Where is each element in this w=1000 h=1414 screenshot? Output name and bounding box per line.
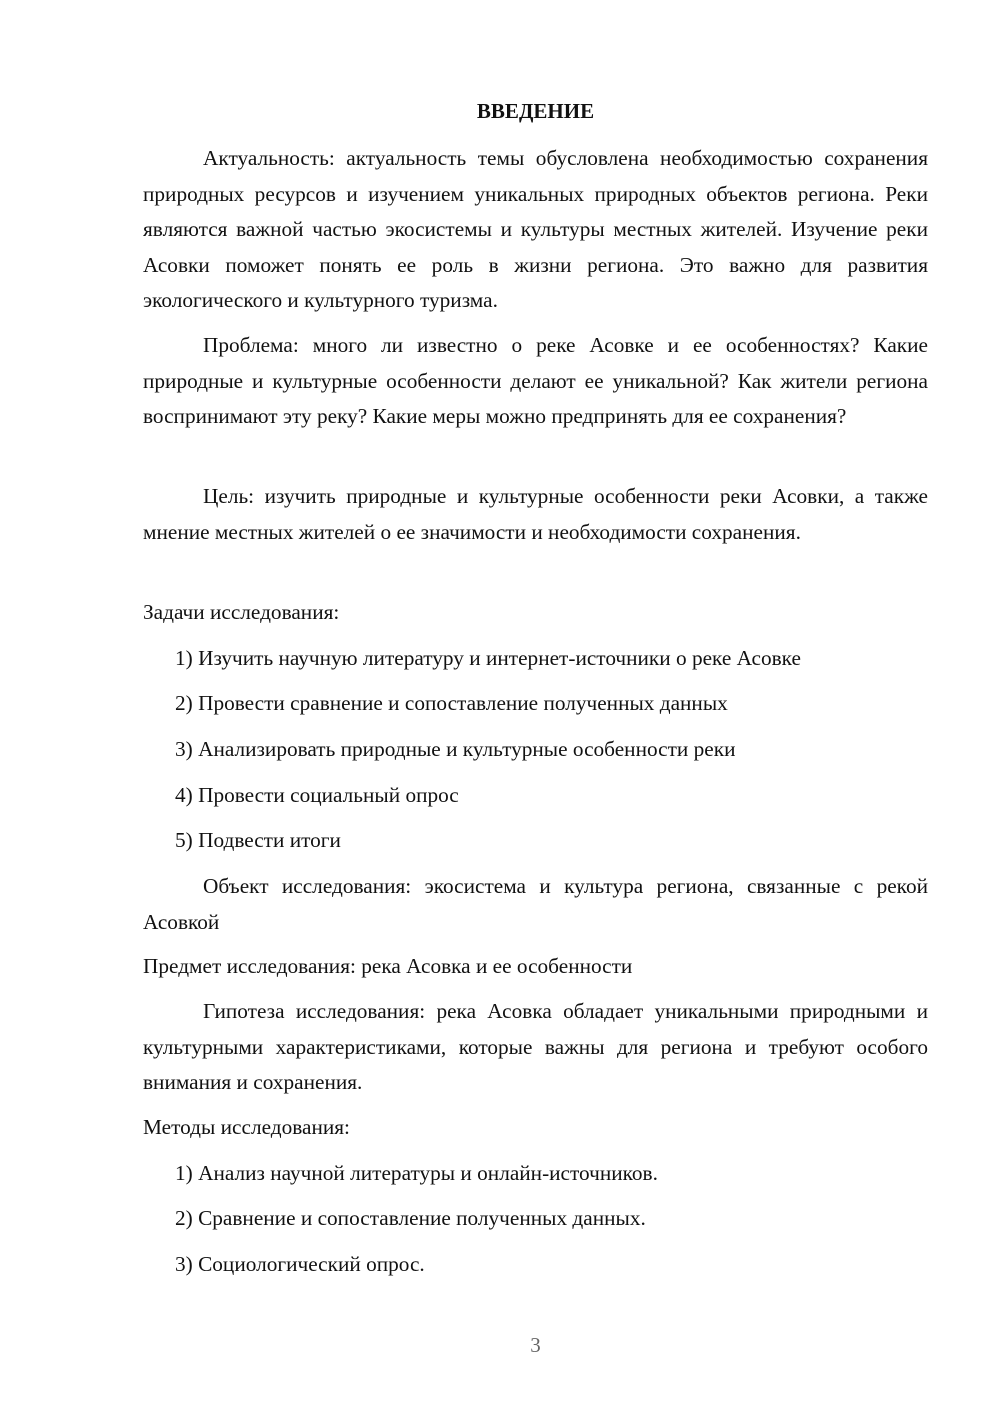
tasks-heading: Задачи исследования: bbox=[143, 600, 340, 624]
page-number: 3 bbox=[530, 1333, 541, 1357]
relevance-paragraph: Актуальность: актуальность темы обусловлена необходимостью сохранения природных ресурсов и изучением уникальных природных объектов региона. Реки являются важной частью экосистемы и культуры местных жителей. Изучение реки Асовки поможет понять ее роль в жизни региона. Это важно для развития экологического и культурного туризма. bbox=[143, 146, 928, 312]
method-item: 2) Сравнение и сопоставление полученных данных. bbox=[175, 1206, 646, 1230]
method-item: 1) Анализ научной литературы и онлайн-источников. bbox=[175, 1161, 658, 1185]
task-item: 3) Анализировать природные и культурные особенности реки bbox=[175, 737, 736, 761]
task-item: 5) Подвести итоги bbox=[175, 828, 341, 852]
methods-heading: Методы исследования: bbox=[143, 1115, 350, 1139]
page-title: ВВЕДЕНИЕ bbox=[476, 99, 595, 123]
hypothesis-paragraph: Гипотеза исследования: река Асовка обладает уникальными природными и культурными характеристиками, которые важны для региона и требуют особого внимания и сохранения. bbox=[143, 999, 928, 1094]
problem-paragraph: Проблема: много ли известно о реке Асовке и ее особенностях? Какие природные и культурные особенности делают ее уникальной? Как жители региона воспринимают эту реку? Какие меры можно предпринять для ее сохранения? bbox=[143, 333, 928, 428]
subject-paragraph: Предмет исследования: река Асовка и ее особенности bbox=[143, 954, 633, 978]
object-paragraph: Объект исследования: экосистема и культура региона, связанные с рекой Асовкой bbox=[143, 874, 928, 934]
task-item: 1) Изучить научную литературу и интернет-источники о реке Асовке bbox=[175, 646, 801, 670]
task-item: 4) Провести социальный опрос bbox=[175, 783, 459, 807]
task-item: 2) Провести сравнение и сопоставление полученных данных bbox=[175, 691, 728, 715]
method-item: 3) Социологический опрос. bbox=[175, 1252, 425, 1276]
document-page bbox=[143, 0, 928, 1414]
goal-paragraph: Цель: изучить природные и культурные особенности реки Асовки, а также мнение местных жителей о ее значимости и необходимости сохранения. bbox=[143, 484, 928, 544]
